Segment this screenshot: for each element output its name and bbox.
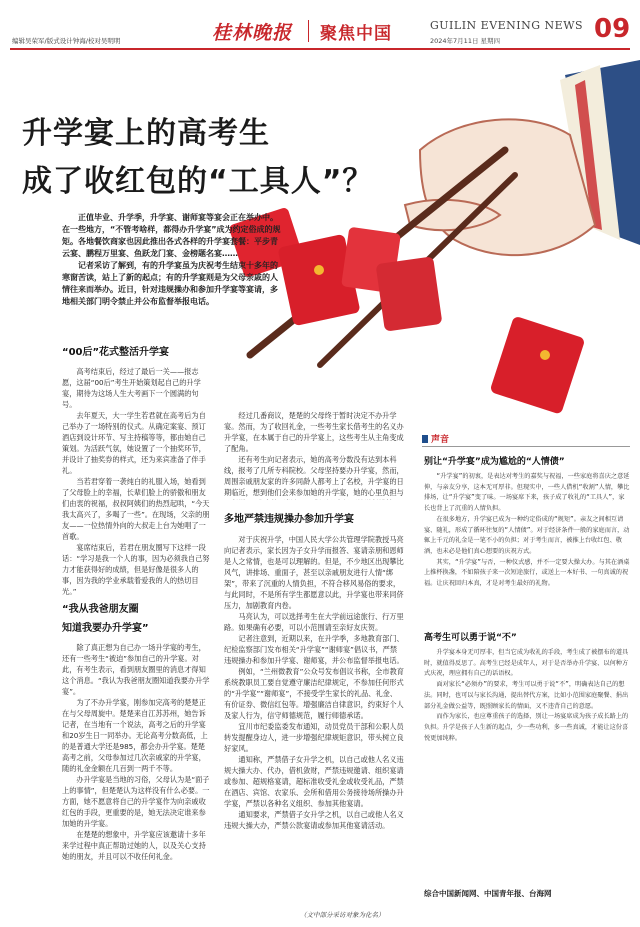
section-1-body [62,366,212,598]
sidebar-heading-1: 别让“升学宴”成为尴尬的“人情债” [424,457,565,467]
editor-credits: 编辑吴荣军/版式设计钟海/校对吴明明 [12,37,121,45]
lead-paragraph: 正值毕业、升学季，升学宴、谢师宴等宴会正在举办中。在一些地方，“不管考啥样，都得办升学宴”成为约定俗成的规矩。各地餐饮商家也因此推出各式各样的升学宴套餐：平步青云宴、鹏程万里宴、鱼跃龙门宴、金榜题名宴…… [62,213,281,258]
body-paragraph: 通知要求，严禁借子女升学之机，以自己或他人名义违规大操大办，严禁公款宴请或参加其他宴请活动。 [224,810,404,830]
body-paragraph: 为了不办升学宴，刚参加完高考的楚楚正在与父母周旋中。楚楚来自江苏苏州，她告诉记者，在当地有一个说法，高考之后的升学宴和20岁生日一同举办。无论高考分数高低，上的是普通大学还是985，都会办升学宴。楚楚高考之前，父母参加过几次亲戚家的升学宴，随的礼金金额在几百到一两千不等。 [62,698,208,773]
subheading-3: 多地严禁违规操办参加升学宴 [224,514,354,525]
body-paragraph: 对于庆祝升学，中国人民大学公共管理学院教授马亮向记者表示，家长因为子女升学而报答、宴请亲朋和恩师是人之常情，也是可以理解的。但是，不少地区出现攀比风气，讲排场、重面子，甚至以亲戚朋友进行人情“绑架”，带来了沉重的人情负担，不符合移风易俗的要求，与此同时，不是所有学生都愿意以此，升学宴也带来同侪压力，加剧教育内卷。 [224,535,404,610]
sidebar-paragraph: 而作为家长，也应尊重孩子的选择，别让一场宴席成为孩子成长路上的负担。升学是孩子人生新的起点，少一些功利，多一些真诚，才能让这份喜悦更加纯粹。 [424,713,629,742]
sidebar-paragraph: 在很多地方，升学宴已成为一种约定俗成的“规矩”。亲友之间相互请宴、随礼，形成了循环往复的“人情债”。对于经济条件一般的家庭而言，动辄上千元的礼金是一笔不小的负担；对于考生而言，被推上台收红包、敬酒，也未必是他们真心想要的庆祝方式。 [424,515,630,555]
body-paragraph: 宜川市纪委监委发布通知，动员党员干部和公职人员转发提醒身边人，进一步增强纪律规矩意识，带头树立良好家风。 [224,722,404,753]
sidebar-rule [422,446,630,447]
sidebar-body-1 [424,472,630,622]
section-3-body [224,534,404,909]
body-paragraph: 宴席结束后，若君在朋友圈写下这样一段话：“学习是我一个人的事，因为必须我自己努力才能获得好的成绩，但是好像是很多人的事，因为我的学业承载着爱我的人的热切目光。” [62,543,210,596]
header-rule [10,48,630,50]
body-paragraph: 还有考生向记者表示，她的高考分数没有达到本科线，报考了几所专科院校。父母坚持要办升学宴，然而，周围亲戚朋友家的许多同龄人都考上了名校，升学宴的日期临近，想到他们会来参加她的升学宴，她的心里负担与 [224,455,404,497]
subheading-1: “00后”花式整活升学宴 [62,347,170,358]
subheading-2-line-1: “我从我爸朋友圈 [62,604,139,615]
body-paragraph: 当若君穿着一袭纯白的礼服入场，她看到了父母脸上的幸福，长辈们脸上的骄傲和朋友们由衷的祝福，叔叔阿姨们的热烈起哄，“今天我太高兴了，多喝了一些”。在现场，父亲的朋友——一位热情外向的大叔走上台为她唱了一首歌。 [62,477,210,541]
issue-date: 2024年7月11日 星期四 [430,37,501,45]
body-paragraph: 记者注意到，近期以来，在升学季，多地教育部门、纪检监察部门发布相关“升学宴”“谢师宴”倡议书，严禁违规操办和参加升学宴、谢师宴，并公布监督举报电话。 [224,634,404,665]
body-paragraph [62,597,212,598]
section-title: 聚焦中国 [320,24,392,44]
body-paragraph: 经过几番商议，楚楚的父母终于暂时决定不办升学宴。然而，为了收回礼金，一些考生家长借考生的名义办升学宴，在本属于自己的升学宴上，这些考生从主角变成了配角。 [224,411,404,453]
headline-line-2: 成了收红包的“工具人”？ [22,164,374,199]
body-paragraph: 除了真正想为自己办一场升学宴的考生，还有一些考生“被迫”参加自己的升学宴。对此，有考生表示，看到朋友圈里的消息才得知这个消息。“我认为我爸朋友圈知道我要办升学宴”。 [62,643,210,696]
interviewee-note: （文中部分采访对象为化名） [300,911,385,919]
sidebar-paragraph: 升学宴本身无可厚非，但当它成为收礼的手段，考生成了被摆布的道具时，就值得反思了。高考生已经是成年人，对于是否举办升学宴、以何种方式庆祝，理应拥有自己的话语权。 [424,649,629,678]
english-masthead: GUILIN EVENING NEWS [430,19,584,32]
sidebar-paragraph: 面对家长“必须办”的要求，考生可以勇于说“不”，明确表达自己的想法。同时，也可以与家长沟通，提出替代方案，比如小范围家庭聚餐、捐出部分礼金做公益等，既照顾家长的情面，又不违背自己的意愿。 [424,681,629,710]
body-paragraph: 马亮认为，可以选择考生在大学前远途旅行、行万里路。如果确有必要，可以小范围请至亲好友庆贺。 [224,612,404,632]
body-paragraph: 在楚楚的想象中，升学宴应该邀请十多年来学过程中真正帮助过她的人，以及关心支持她的朋友，并且可以不收任何礼金。 [62,830,206,861]
body-paragraph: 高考结束后，经过了最后一关——报志愿，这届“00后”考生开始策划起自己的升学宴，期待为这场人生大考画下一个圆满的句号。 [62,367,201,409]
lead-paragraph: 记者采访了解到，有的升学宴虽为庆祝考生结束十多年的寒窗苦读，站上了新的起点；有的升学宴则是为父母亲戚的人情往来而举办。近日，针对违规操办和参加升学宴等宴请，多地相关部门明令禁止并公布监督举报电话。 [62,261,278,306]
illustration-hand-chopsticks-red-envelopes [230,55,640,425]
subheading-2-line-2: 知道我要办升学宴” [62,623,149,634]
section-2-continued [224,410,404,500]
sidebar-body-2 [424,648,630,884]
divider [308,20,309,42]
body-paragraph: 办升学宴是当地的习俗，父母认为是“面子上的事情”，但楚楚认为这样没有什么必要。一方面，她不愿意将自己的升学宴作为向亲戚收红包的手段，更重要的是，她无法决定谁来参加她的升学宴。 [62,775,210,828]
lead-paragraphs [62,212,284,308]
section-2-body [62,642,212,904]
body-paragraph: 例如，“兰州微教育”公众号发布倡议书称，全市教育系统教职员工要自觉遵守廉洁纪律规定，不参加任何形式的“升学宴”“谢师宴”，不接受学生家长的礼品、礼金、有价证券、微信红包等。增强廉洁自律意识，约束好个人及家人行为，信守师德规范，履行师德承诺。 [224,667,404,720]
sidebar-paragraph: 其实，“升学宴”与否，一种仪式感，并不一定要大操大办。与其在酒桌上推杯换盏，不如陪孩子来一次短途旅行，或送上一本好书、一句真诚的祝福。让庆祝回归本真，才是对考生最好的礼物。 [424,558,630,588]
sidebar-paragraph: “升学宴”的初衷，是表达对考生的嘉奖与祝福，一些家庭将喜庆之意延伸，与亲友分享，这本无可厚非。但现实中，一些人借机“收割”人情，攀比排场，让“升学宴”变了味。一场宴席下来，孩子成了收礼的“工具人”，家长也背上了沉重的人情负担。 [424,473,630,513]
sidebar-source: 综合中国新闻网、中国青年报、台海网 [424,889,552,898]
sidebar-heading-2: 高考生可以勇于说“不” [424,633,517,643]
page-number: 09 [594,14,631,44]
body-paragraph: 通知称，严禁借子女升学之机，以自己或他人名义违规大操大办、代办，借机敛财，严禁违规邀请、组织宴请或参加、超规格宴请，超标准收受礼金或收受礼品，严禁在酒店、宾馆、农家乐、会所和借用公务接待场所操办升学宴，严禁以各种名义组织、参加其他宴请。 [224,755,404,808]
headline-line-1: 升学宴上的高考生 [22,116,270,151]
sidebar-tag: 声音 [422,432,449,445]
body-paragraph: 去年夏天，大一学生若君就在高考后为自己举办了一场特别的仪式。从确定案宴、预订酒店到设计环节、写主持稿等等，都由她自己策划。为活跃气氛，她设置了一个抽奖环节，并设计了抽奖券的样式，还为来宾准备了伴手礼。 [62,411,206,475]
newspaper-logo: 桂林晚报 [212,22,293,44]
